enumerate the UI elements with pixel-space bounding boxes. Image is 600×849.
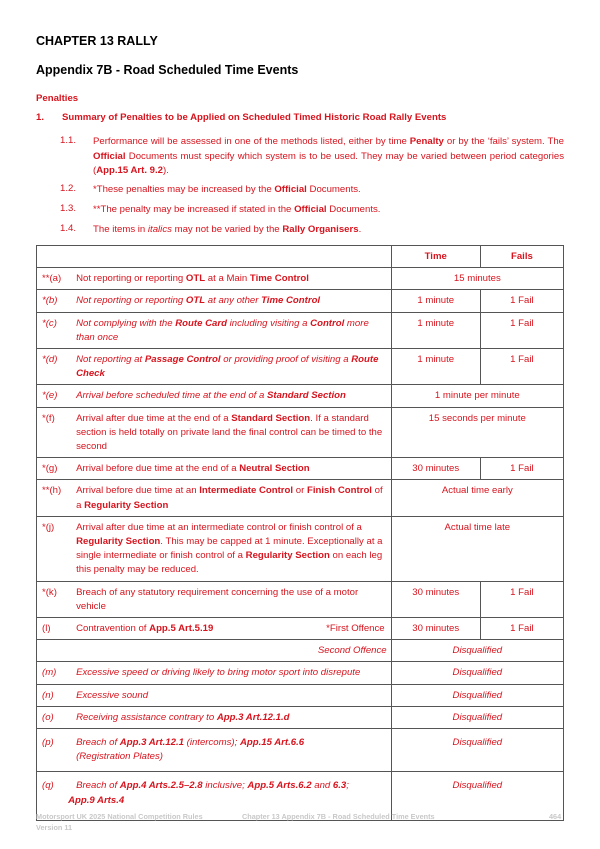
para-1-4: The items in italics may not be varied by the Rally Organisers. — [93, 224, 362, 235]
summary-title: Summary of Penalties to be Applied on Scheduled Timed Historic Road Rally Events — [62, 112, 447, 123]
row-description: Arrival after due time at the end of a Standard Section. If a standard section is held totally on private land the final control can be timed to the second — [74, 407, 391, 458]
para-number: 1.3. — [60, 203, 77, 214]
para-number: 1.2. — [60, 183, 77, 194]
row-penalty: Disqualified — [391, 706, 563, 728]
row-penalty: 15 seconds per minute — [391, 407, 563, 458]
row-penalty: Actual time late — [391, 516, 563, 581]
penalties-table — [36, 245, 564, 821]
row-description: Arrival before due time at an Intermediate Control or Finish Control of a Regularity Section — [74, 480, 391, 516]
table-row — [37, 618, 564, 640]
row-code: (o) — [37, 706, 75, 728]
row-description: Arrival before due time at the end of a Neutral Section — [74, 458, 391, 480]
table-row — [37, 385, 564, 407]
row-code: **(a) — [37, 268, 75, 290]
row-penalty: Disqualified — [391, 662, 563, 684]
row-penalty: 1 minute per minute — [391, 385, 563, 407]
row-fails: 1 Fail — [480, 349, 563, 385]
row-fails: 1 Fail — [480, 290, 563, 312]
row-fails: 1 Fail — [480, 312, 563, 348]
row-description: Breach of App.4 Arts.2.5–2.8 inclusive; App.5 Arts.6.2 and 6.3; App.9 Arts.4 — [74, 772, 391, 820]
row-code: *(k) — [37, 581, 75, 617]
table-row — [37, 458, 564, 480]
row-fails: 1 Fail — [480, 458, 563, 480]
para-number: 1.4. — [60, 223, 77, 234]
summary-number: 1. — [36, 112, 45, 123]
first-offence-label: *First Offence — [326, 623, 385, 635]
table-header-row — [37, 246, 564, 268]
row-description: Receiving assistance contrary to App.3 Art.12.1.d — [74, 706, 391, 728]
table-row — [37, 729, 564, 772]
row-time: 30 minutes — [391, 581, 480, 617]
row-time: 1 minute — [391, 312, 480, 348]
row-fails: 1 Fail — [480, 618, 563, 640]
row-time: 1 minute — [391, 290, 480, 312]
table-row — [37, 516, 564, 581]
para-1-2: *These penalties may be increased by the Official Documents. — [93, 184, 361, 195]
row-description: Contravention of App.5 Art.5.19 *First Offence — [74, 618, 391, 640]
table-row — [37, 349, 564, 385]
table-row — [37, 407, 564, 458]
row-code: *(g) — [37, 458, 75, 480]
row-code: **(h) — [37, 480, 75, 516]
row-description: Arrival after due time at an intermediate control or finish control of a Regularity Section. This may be capped at 1 minute. Exceptionally at a single intermediate or finish control of a Regularity Section on each leg this penalty may be reduced. — [74, 516, 391, 581]
row-code: *(b) — [37, 290, 75, 312]
row-description: Excessive speed or driving likely to bring motor sport into disrepute — [74, 662, 391, 684]
row-penalty: 15 minutes — [391, 268, 563, 290]
header-fails: Fails — [480, 246, 563, 268]
table-row — [37, 581, 564, 617]
row-code: (p) — [37, 729, 75, 772]
row-time: 30 minutes — [391, 618, 480, 640]
row-code: *(d) — [37, 349, 75, 385]
row-code: *(e) — [37, 385, 75, 407]
row-code: (q) — [37, 772, 75, 820]
row-description: Breach of any statutory requirement concerning the use of a motor vehicle — [74, 581, 391, 617]
table-row — [37, 684, 564, 706]
appendix-title: Appendix 7B - Road Scheduled Time Events — [36, 63, 299, 77]
row-penalty: Disqualified — [391, 729, 563, 772]
second-offence-label: Second Offence — [74, 640, 391, 662]
footer-version: Version 11 — [36, 823, 73, 832]
chapter-title: CHAPTER 13 RALLY — [36, 34, 158, 48]
row-description: Arrival before scheduled time at the end of a Standard Section — [74, 385, 391, 407]
row-description: Not reporting or reporting OTL at a Main Time Control — [74, 268, 391, 290]
row-penalty: Disqualified — [391, 640, 563, 662]
row-time: 1 minute — [391, 349, 480, 385]
footer-rules-title: Motorsport UK 2025 National Competition Rules — [36, 812, 203, 821]
row-code: *(j) — [37, 516, 75, 581]
header-time: Time — [391, 246, 480, 268]
row-penalty: Disqualified — [391, 684, 563, 706]
table-row — [37, 662, 564, 684]
para-number: 1.1. — [60, 135, 77, 146]
row-penalty: Disqualified — [391, 772, 563, 820]
row-code: (m) — [37, 662, 75, 684]
row-fails: 1 Fail — [480, 581, 563, 617]
footer-chapter: Chapter 13 Appendix 7B - Road Scheduled Time Events — [242, 812, 435, 821]
row-code: (l) — [37, 618, 75, 640]
table-row — [37, 268, 564, 290]
para-1-3: **The penalty may be increased if stated in the Official Documents. — [93, 204, 381, 215]
table-row — [37, 706, 564, 728]
row-description: Not complying with the Route Card including visiting a Control more than once — [74, 312, 391, 348]
row-description: Not reporting at Passage Control or providing proof of visiting a Route Check — [74, 349, 391, 385]
footer-page-number: 464 — [549, 812, 562, 821]
row-description: Breach of App.3 Art.12.1 (intercoms); App.15 Art.6.6 (Registration Plates) — [74, 729, 391, 772]
section-heading: Penalties — [36, 93, 79, 104]
row-code: (n) — [37, 684, 75, 706]
row-code: *(f) — [37, 407, 75, 458]
table-row — [37, 312, 564, 348]
table-row — [37, 640, 564, 662]
row-penalty: Actual time early — [391, 480, 563, 516]
table-row — [37, 290, 564, 312]
para-1-1: Performance will be assessed in one of the methods listed, either by time Penalty or by the ‘fails’ system. The Official Documents must specify which system is to be used. They may be varied between period categories (App.15 Art. 9.2). — [93, 136, 564, 176]
row-description: Not reporting or reporting OTL at any other Time Control — [74, 290, 391, 312]
row-description: Excessive sound — [74, 684, 391, 706]
row-code: *(c) — [37, 312, 75, 348]
table-row — [37, 480, 564, 516]
row-time: 30 minutes — [391, 458, 480, 480]
